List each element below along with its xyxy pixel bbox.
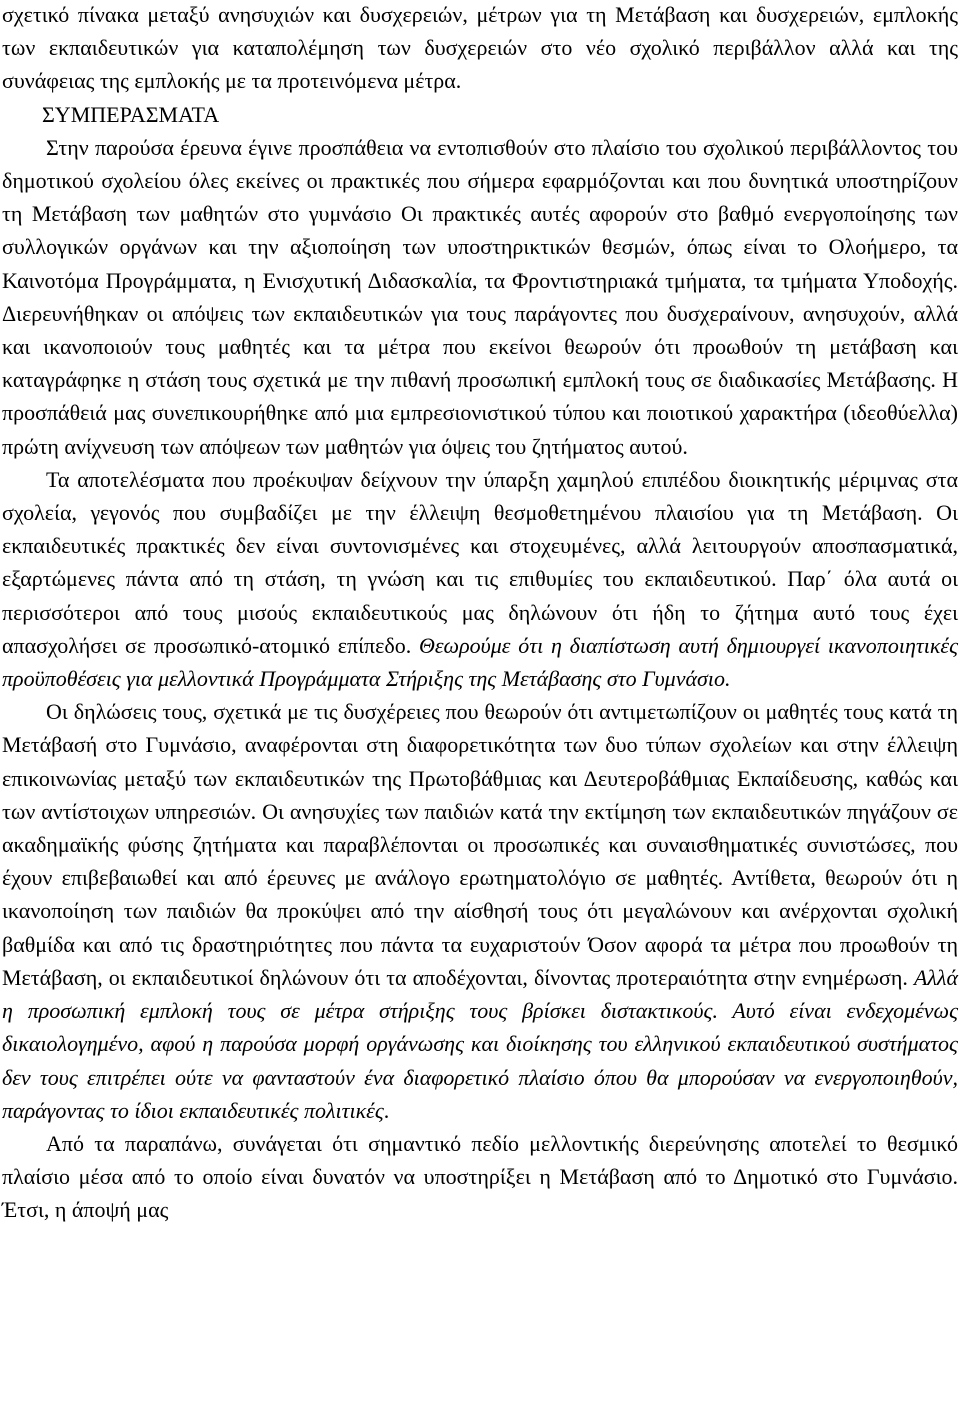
conclusions-paragraph-2: [2, 463, 958, 695]
conclusions-paragraph-4: Από τα παραπάνω, συνάγεται ότι σημαντικό πεδίο μελλοντικής διερεύνησης αποτελεί το θεσμικό πλαίσιο μέσα από το οποίο είναι δυνατόν να υποστηρίξει η Μετάβαση από το Δημοτικό στο Γυμνάσιο. Έτσι, η άποψή μας: [2, 1130, 958, 1223]
section-heading: ΣΥΜΠΕΡΑΣΜΑΤΑ: [42, 101, 220, 127]
conclusions-paragraph-3: [2, 695, 958, 1127]
conclusions-paragraph-1: Στην παρούσα έρευνα έγινε προσπάθεια να εντοπισθούν στο πλαίσιο του σχολικού περιβάλλοντος του δημοτικού σχολείου όλες εκείνες οι πρακτικές που σήμερα εφαρμόζονται και που δυνητικά υποστηρίζουν τη Μετάβαση των μαθητών στο γυμνάσιο Οι πρακτικές αυτές αφορούν στο βαθμό ενεργοποίησης των συλλογικών οργάνων και την αξιοποίηση των υποστηρικτικών θεσμών, όπως είναι το Ολοήμερο, τα Καινοτόμα Προγράμματα, η Ενισχυτική Διδασκαλία, τα Φροντιστηριακά τμήματα, τα τμήματα Υποδοχής. Διερευνήθηκαν οι απόψεις των εκπαιδευτικών για τους παράγοντες που δυσχεραίνουν, ανησυχούν, αλλά και ικανοποιούν τους μαθητές και τα μέτρα που εκείνοι θεωρούν ότι προωθούν τη μετάβαση και καταγράφηκε η στάση τους σχετικά με την πιθανή προσωπική εμπλοκή τους σε διαδικασίες Μετάβασης. Η προσπάθειά μας συνεπικουρήθηκε από μια εμπρεσιονιστικού τύπου και ποιοτικού χαρακτήρα (ιδεοθύελλα) πρώτη ανίχνευση των απόψεων των μαθητών για όψεις του ζητήματος αυτού.: [2, 134, 958, 459]
intro-paragraph: σχετικό πίνακα μεταξύ ανησυχιών και δυσχερειών, μέτρων για τη Μετάβαση και δυσχερειών, εμπλοκής των εκπαιδευτικών για καταπολέμηση των δυσχερειών στο νέο σχολικό περιβάλλον αλλά και της συνάφειας της εμπλοκής με τα προτεινόμενα μέτρα.: [2, 2, 958, 94]
paragraph-2-italic-text: Θεωρούμε ότι η διαπίστωση αυτή δημιουργεί ικανοποιητικές προϋποθέσεις για μελλοντικά Προγράμματα Στήριξης της Μετάβασης στο Γυμνάσιο.: [2, 632, 958, 692]
paragraph-3-italic-text: Αλλά η προσωπική εμπλοκή τους σε μέτρα στήριξης τους βρίσκει διστακτικούς. Αυτό είναι ενδεχομένως δικαιολογημένο, αφού η παρούσα μορφή οργάνωσης και διοίκησης του ελληνικού εκπαιδευτικού συστήματος δεν τους επιτρέπει ούτε να φανταστούν ένα διαφορετικό πλαίσιο όπου θα μπορούσαν να ενεργοποιηθούν, παράγοντας το ίδιοι εκπαιδευτικές πολιτικές: [2, 964, 958, 1123]
paragraph-3-text: Οι δηλώσεις τους, σχετικά με τις δυσχέρειες που θεωρούν ότι αντιμετωπίζουν οι μαθητές τους κατά τη Μετάβασή στο Γυμνάσιο, αναφέρονται στη διαφορετικότητα των δυο τύπων σχολείων και στην έλλειψη επικοινωνίας μεταξύ των εκπαιδευτικών της Πρωτοβάθμιας και Δευτεροβάθμιας Εκπαίδευσης, καθώς και των αντίστοιχων υπηρεσιών. Οι ανησυχίες των παιδιών κατά την εκτίμηση των εκπαιδευτικών πηγάζουν σε ακαδημαϊκής φύσης ζητήματα και παραβλέπονται οι προσωπικές και συναισθηματικές συνιστώσες, που έχουν επιβεβαιωθεί και από έρευνες με ανάλογο ερωτηματολόγιο σε μαθητές. Αντίθετα, θεωρούν ότι η ικανοποίηση των παιδιών θα προκύψει από την αίσθησή τους ότι μεγαλώνουν και ανέρχονται σχολική βαθμίδα και από τις δραστηριότητες που πάντα τα ευχαριστούν Όσον αφορά τα μέτρα που προωθούν τη Μετάβαση, οι εκπαιδευτικοί δηλώνουν ότι τα αποδέχονται, δίνοντας προτεραιότητα στην ενημέρωση.: [2, 699, 958, 990]
paragraph-2-text: Τα αποτελέσματα που προέκυψαν δείχνουν την ύπαρξη χαμηλού επιπέδου διοικητικής μέριμνας στα σχολεία, γεγονός που συμβαδίζει με την έλλειψη θεσμοθετημένου πλαισίου για τη Μετάβαση. Οι εκπαιδευτικές πρακτικές δεν είναι συντονισμένες και στοχευμένες, αλλά λειτουργούν αποσπασματικά, εξαρτώμενες πάντα από τη στάση, τη γνώση και τις επιθυμίες του εκπαιδευτικού. Παρ΄ όλα αυτά οι περισσότεροι από τους μισούς εκπαιδευτικούς μας δηλώνουν ότι ήδη το ζήτημα αυτό τους έχει απασχολήσει σε προσωπικό-ατομικό επίπεδο.: [2, 466, 958, 658]
paragraph-3-end: .: [383, 1097, 390, 1123]
